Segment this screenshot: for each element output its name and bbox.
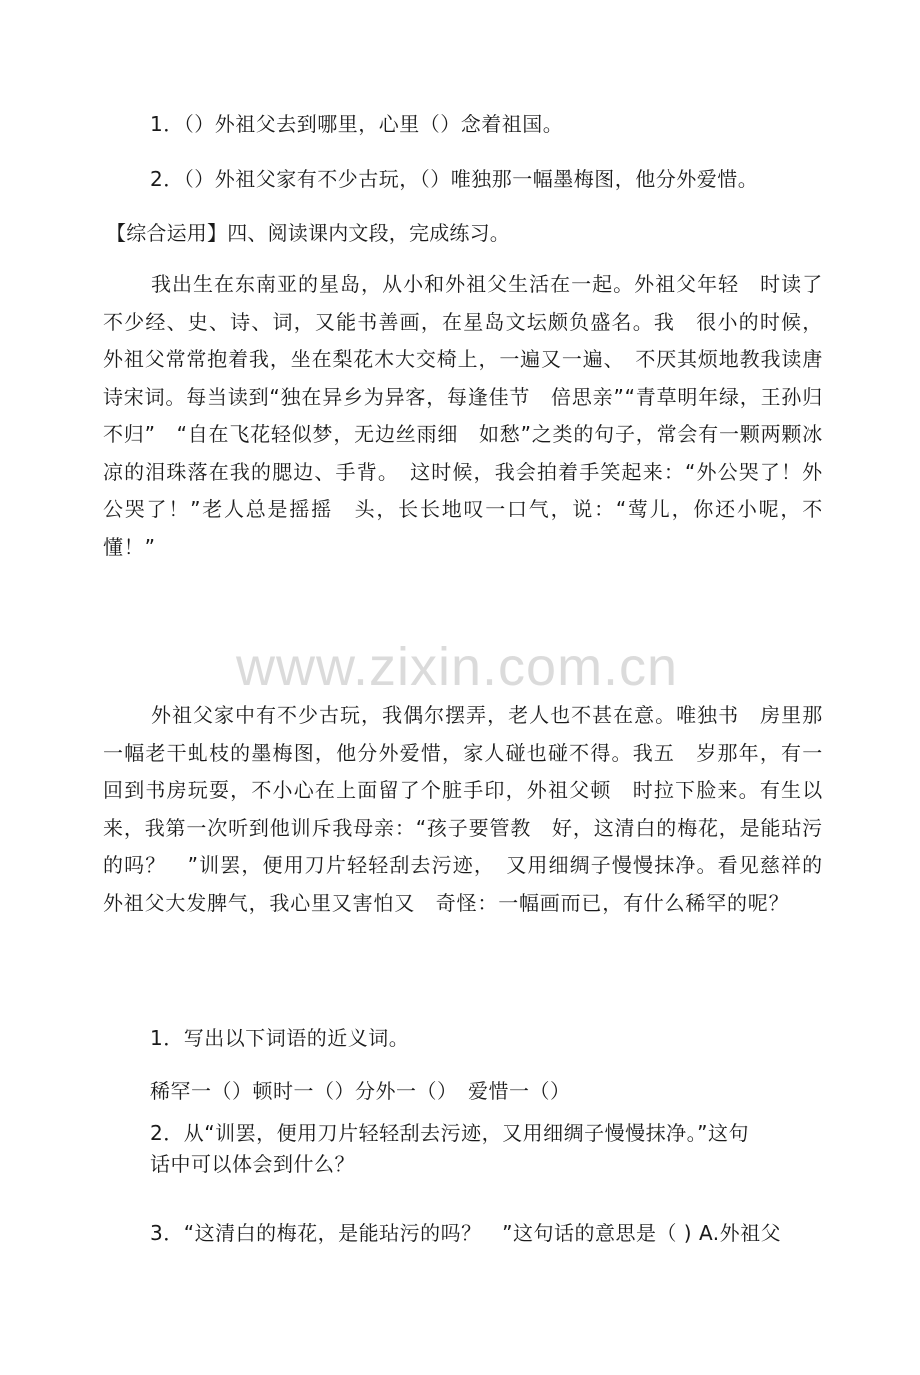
vocab-item-2: 2．（）外祖父家有不少古玩，（）唯独那一幅墨梅图，他分外爱惜。 [150,167,759,191]
section-heading: 【综合运用】四、阅读课内文段，完成练习。 [106,221,510,245]
watermark: www.zixin.com.cn [236,637,679,697]
passage-paragraph-1: 我出生在东南亚的星岛，从小和外祖父生活在一起。外祖父年轻 时读了不少经、史、诗、词，又能书善画，在星岛文坛颇负盛名。我 很小的时候，外祖父常常抱着我，坐在梨花木大交椅上，一遍又一遍、 不厌其烦地教我读唐诗宋词。每当读到“独在异乡为异客，每逢佳节 倍思亲”“青草明年绿，王孙归不归” “自在飞花轻似梦，无边丝雨细 如愁”之类的句子，常会有一颗两颗冰凉的泪珠落在我的腮边、手背。 这时候，我会拍着手笑起来：“外公哭了！外公哭了！”老人总是摇摇 头，长长地叹一口气，说：“莺儿，你还小呢，不懂！” [103,272,823,559]
question-1-blanks: 稀罕一（）顿时一（）分外一（） 爱惜一（） [150,1079,571,1103]
question-3: 3．“这清白的梅花，是能玷污的吗？ ”这句话的意思是（ ) A.外祖父 [150,1221,782,1245]
question-1-title: 1．写出以下词语的近义词。 [150,1026,410,1050]
question-2-line-1: 2．从“训罢，便用刀片轻轻刮去污迹，又用细绸子慢慢抹净。”这句 [150,1121,749,1145]
passage-paragraph-2: 外祖父家中有不少古玩，我偶尔摆弄，老人也不甚在意。唯独书 房里那一幅老干虬枝的墨梅图，他分外爱惜，家人碰也碰不得。我五 岁那年，有一回到书房玩耍，不小心在上面留了个脏手印，外祖父顿 时拉下脸来。有生以来，我第一次听到他训斥我母亲：“孩子要管教 好，这清白的梅花，是能玷污的吗？ ”训罢，便用刀片轻轻刮去污迹， 又用细绸子慢慢抹净。看见慈祥的外祖父大发脾气，我心里又害怕又 奇怪：一幅画而已，有什么稀罕的呢？ [103,703,823,915]
vocab-item-1: 1．（）外祖父去到哪里，心里（）念着祖国。 [150,112,564,136]
question-2-line-2: 话中可以体会到什么？ [150,1152,355,1176]
